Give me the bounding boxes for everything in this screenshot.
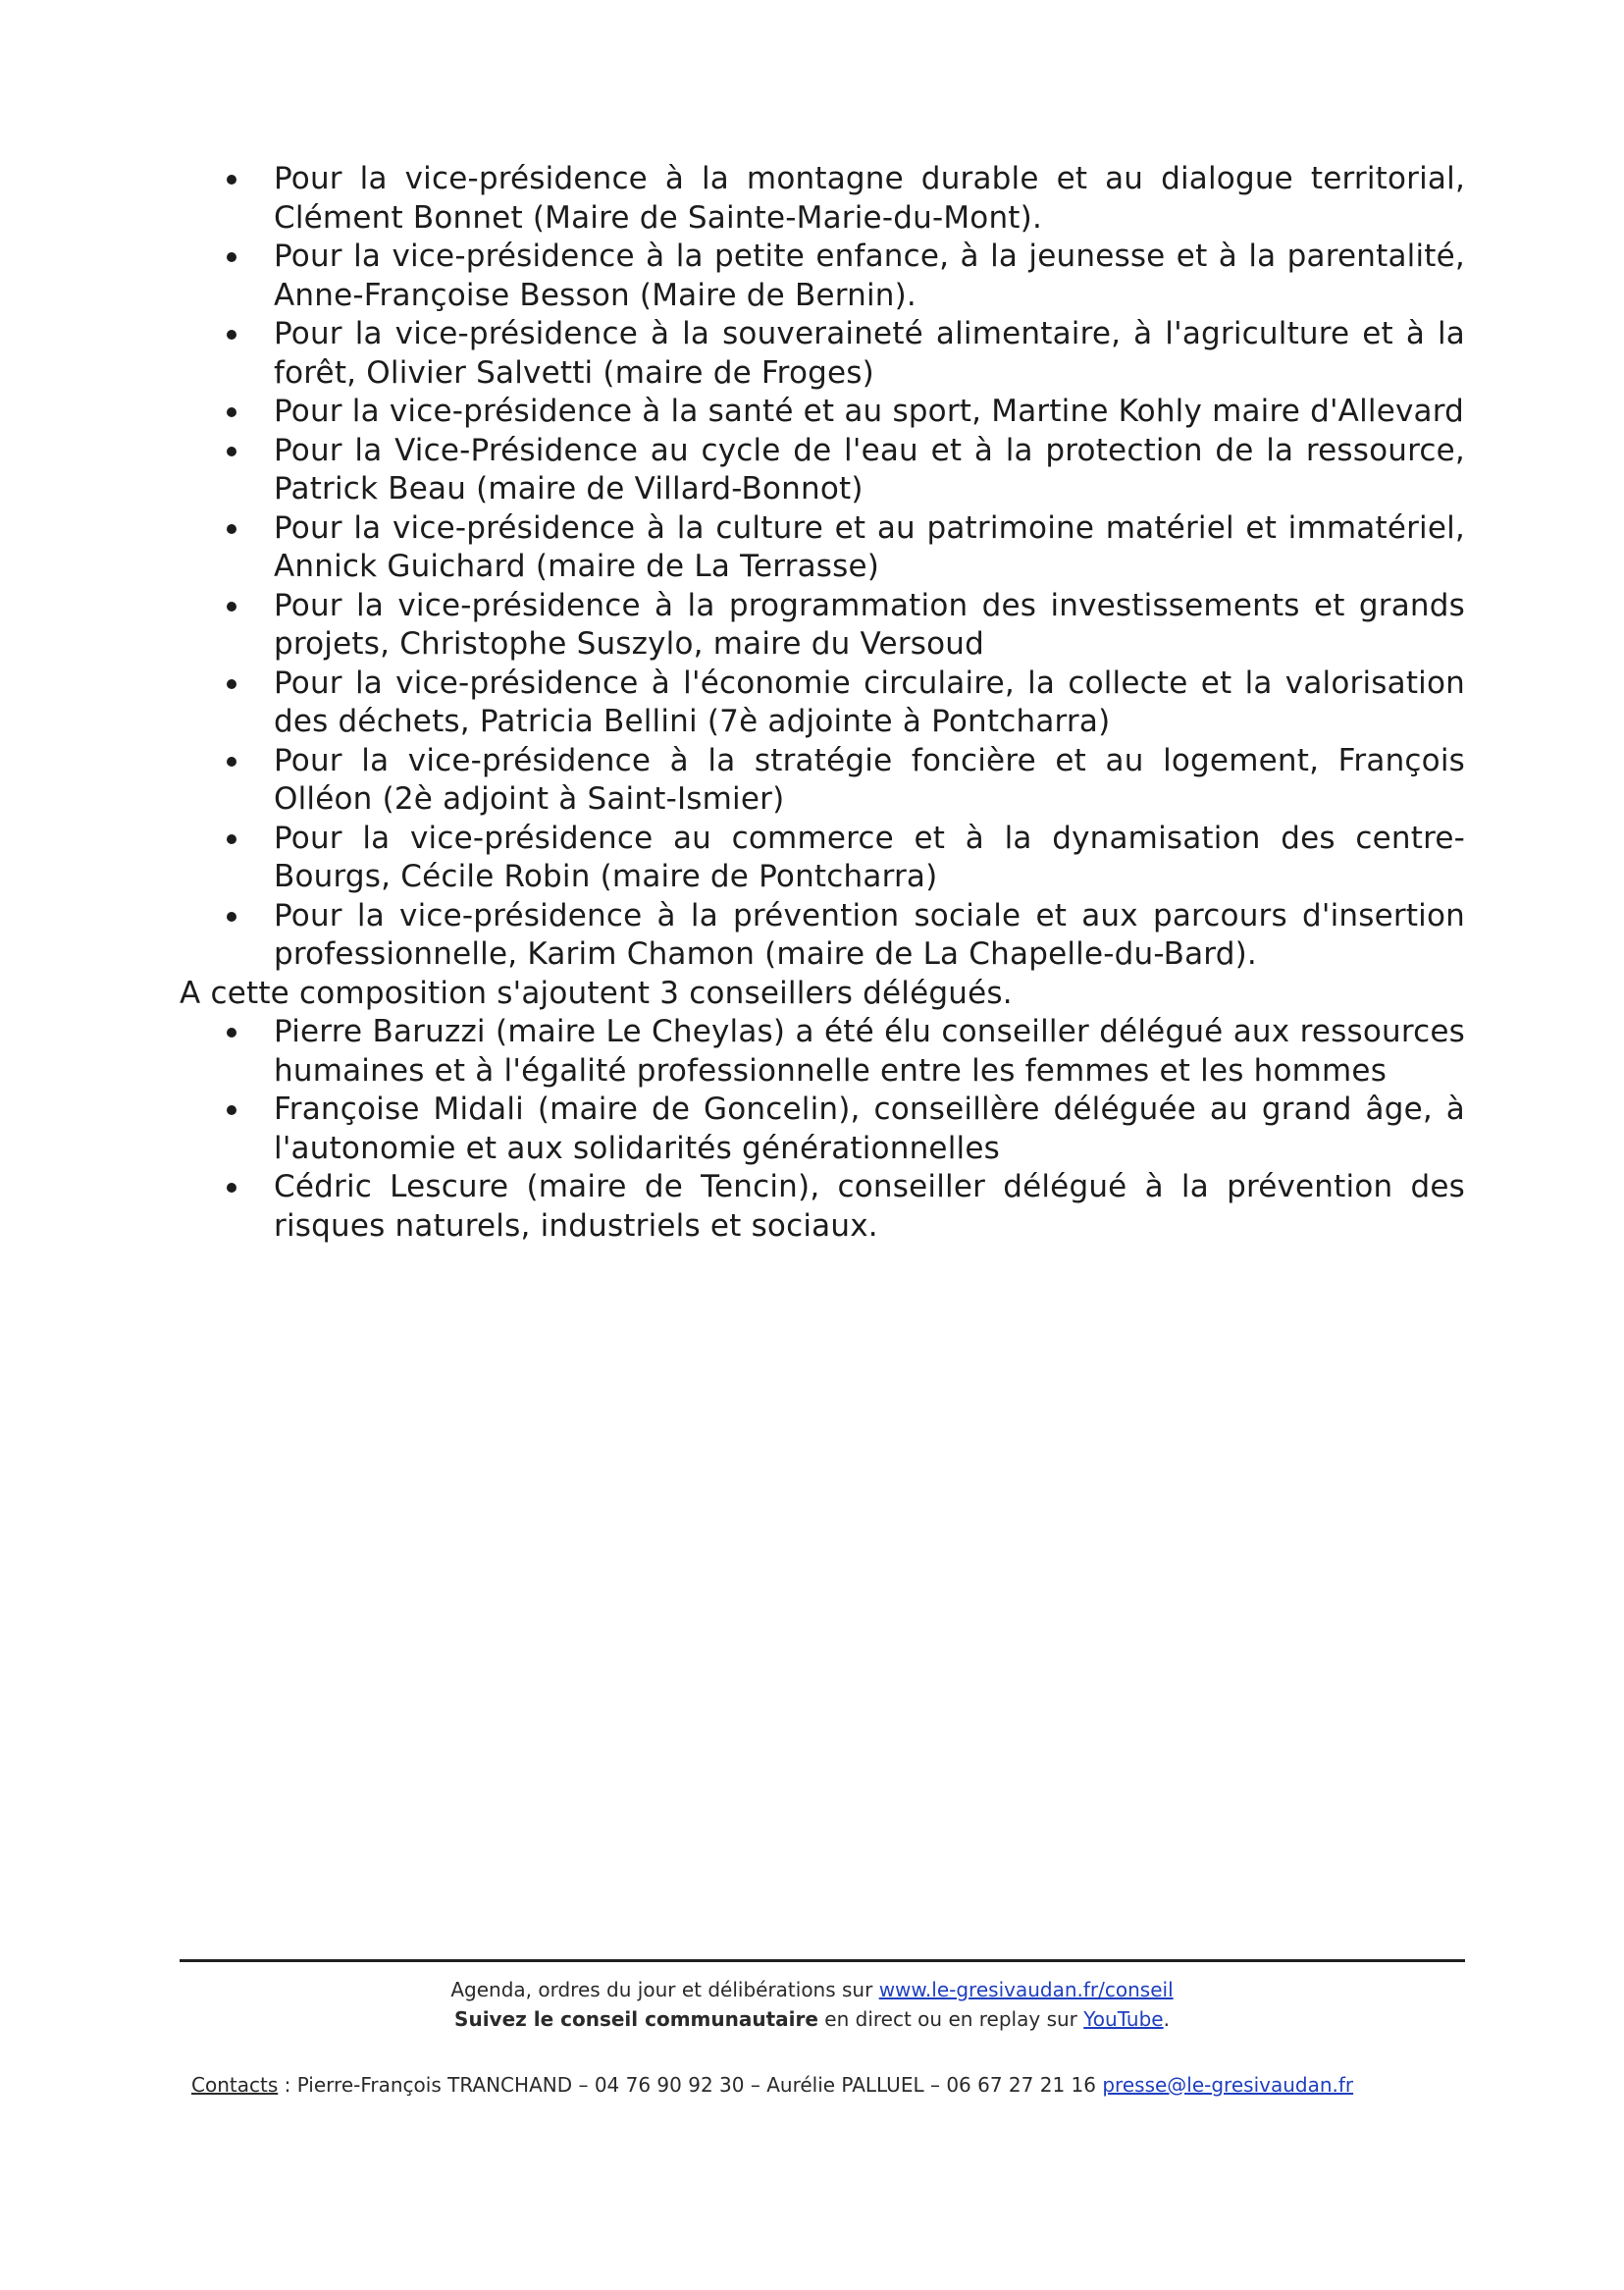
list-item-text: Pour la vice-présidence à l'économie circulaire, la collecte et la valorisation des déchets, Patricia Bellini (7è adjointe à Pontcharra) — [274, 665, 1465, 739]
list-item-text: Pierre Baruzzi (maire Le Cheylas) a été élu conseiller délégué aux ressources humaines et à l'égalité professionnelle entre les femmes et les hommes — [274, 1014, 1465, 1089]
list-item — [180, 1091, 1465, 1168]
bullet-icon — [227, 175, 236, 185]
list-item — [180, 665, 1465, 742]
follow-bold-text: Suivez le conseil communautaire — [454, 2007, 818, 2031]
list-item — [180, 160, 1465, 238]
list-item — [180, 742, 1465, 820]
list-item-text: Pour la vice-présidence à la souveraineté alimentaire, à l'agriculture et à la forêt, Olivier Salvetti (maire de Froges) — [274, 316, 1465, 391]
conseil-link[interactable]: www.le-gresivaudan.fr/conseil — [878, 1978, 1174, 2001]
bullet-icon — [227, 1028, 236, 1038]
footer-divider — [180, 1959, 1465, 1962]
list-item — [180, 1168, 1465, 1246]
list-item — [180, 587, 1465, 665]
bullet-icon — [227, 757, 236, 767]
bullet-icon — [227, 252, 236, 262]
contacts-label: Contacts — [191, 2073, 279, 2097]
list-item — [180, 432, 1465, 509]
press-email-link[interactable]: presse@le-gresivaudan.fr — [1102, 2073, 1354, 2097]
bullet-icon — [227, 524, 236, 534]
list-item-text: Pour la vice-présidence à la montagne durable et au dialogue territorial, Clément Bonnet (Maire de Sainte-Marie-du-Mont). — [274, 161, 1465, 236]
delegates-intro: A cette composition s'ajoutent 3 conseillers délégués. — [180, 975, 1013, 1011]
list-item-text: Pour la vice-présidence à la culture et au patrimoine matériel et immatériel, Annick Guichard (maire de La Terrasse) — [274, 509, 1465, 584]
vice-presidency-list — [180, 160, 1465, 975]
bullet-icon — [227, 834, 236, 844]
list-item — [180, 238, 1465, 315]
agenda-text: Agenda, ordres du jour et délibérations sur — [450, 1978, 879, 2001]
list-item-text: Cédric Lescure (maire de Tencin), conseiller délégué à la prévention des risques naturels, industriels et sociaux. — [274, 1169, 1465, 1244]
follow-text: en direct ou en replay sur — [817, 2007, 1084, 2031]
list-item — [180, 315, 1465, 393]
bullet-icon — [227, 330, 236, 340]
delegates-list — [180, 1013, 1465, 1246]
agenda-line — [0, 1975, 1624, 2004]
youtube-link[interactable]: YouTube — [1083, 2007, 1164, 2031]
bullet-icon — [227, 1183, 236, 1193]
footer — [0, 1975, 1624, 2097]
list-item — [180, 509, 1465, 587]
list-item-text: Pour la vice-présidence à la stratégie foncière et au logement, François Olléon (2è adjoint à Saint-Ismier) — [274, 742, 1465, 817]
contacts-line — [191, 2073, 1353, 2097]
content-block — [180, 160, 1465, 1246]
list-item-text: Pour la vice-présidence à la petite enfance, à la jeunesse et à la parentalité, Anne-Françoise Besson (Maire de Bernin). — [274, 239, 1465, 313]
list-item — [180, 897, 1465, 975]
list-item — [180, 820, 1465, 897]
bullet-icon — [227, 407, 236, 417]
bullet-icon — [227, 447, 236, 456]
list-item-text: Françoise Midali (maire de Goncelin), conseillère déléguée au grand âge, à l'autonomie et aux solidarités générationnelles — [274, 1092, 1465, 1166]
contacts-text: : Pierre-François TRANCHAND – 04 76 90 92 30 – Aurélie PALLUEL – 06 67 27 21 16 — [278, 2073, 1103, 2097]
list-item-text: Pour la vice-présidence à la programmation des investissements et grands projets, Christophe Suszylo, maire du Versoud — [274, 587, 1465, 662]
list-item — [180, 1013, 1465, 1091]
follow-end: . — [1163, 2007, 1170, 2031]
bullet-icon — [227, 912, 236, 922]
list-item-text: Pour la vice-présidence au commerce et à la dynamisation des centre-Bourgs, Cécile Robin (maire de Pontcharra) — [274, 820, 1465, 894]
list-item-text: Pour la vice-présidence à la santé et au sport, Martine Kohly maire d'Allevard — [274, 394, 1465, 429]
bullet-icon — [227, 1105, 236, 1115]
bullet-icon — [227, 679, 236, 689]
list-item-text: Pour la Vice-Présidence au cycle de l'eau et à la protection de la ressource, Patrick Beau (maire de Villard-Bonnot) — [274, 432, 1465, 506]
list-item — [180, 393, 1465, 432]
bullet-icon — [227, 602, 236, 612]
follow-line — [0, 2004, 1624, 2034]
list-item-text: Pour la vice-présidence à la prévention sociale et aux parcours d'insertion professionnelle, Karim Chamon (maire de La Chapelle-du-Bard). — [274, 897, 1465, 972]
